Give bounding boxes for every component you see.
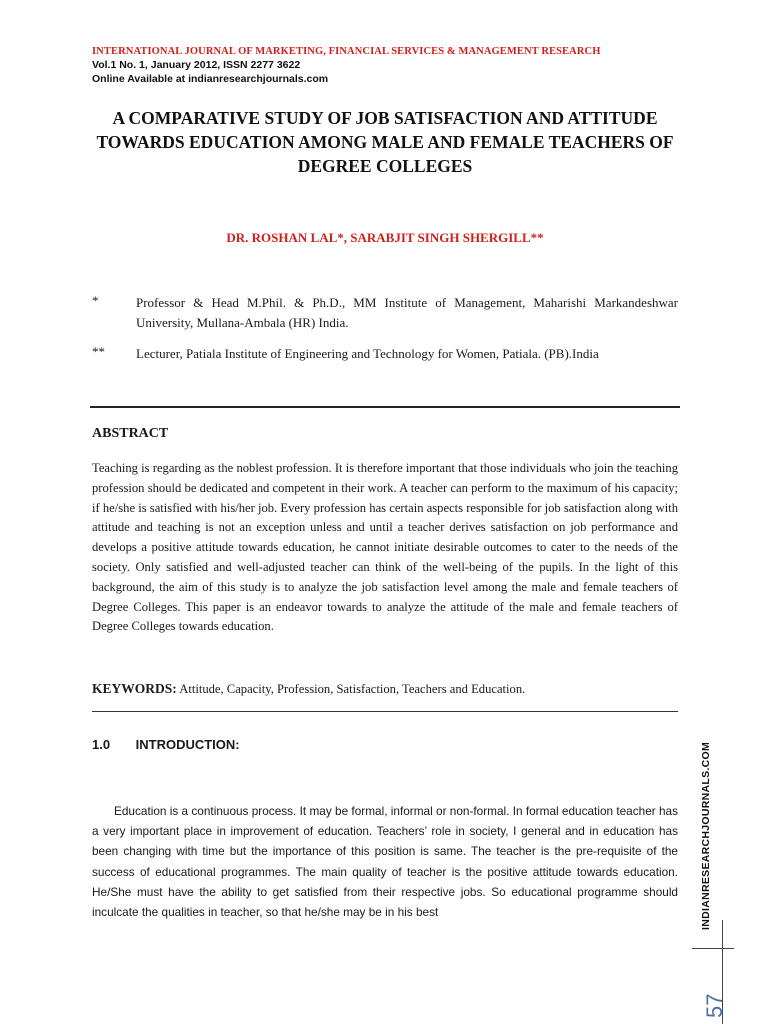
paper-authors: DR. ROSHAN LAL*, SARABJIT SINGH SHERGILL**	[226, 230, 544, 245]
abstract-text: Teaching is regarding as the noblest profession. It is therefore important that those individuals who join the teaching profession should be dedicated and competent in their work. A teacher can perform to the maximum of his capacity; if he/she is satisfied with his/her job. Every profession has certain aspects responsible for job satisfaction along with attitude and teaching is not an exception unless and until a teacher derives satisfaction on job performance and develops a positive attitude towards education, he cannot initiate desirable outcomes to cater to the needs of the society. Only satisfied and well-adjusted teacher can think of the well-being of the pupils. In the light of this background, the aim of this study is to analyze the job satisfaction level among the male and female teachers of Degree Colleges. This paper is an endeavor towards to analyze the attitude of the male and female teachers of Degree Colleges towards education.	[92, 461, 678, 634]
section-title: INTRODUCTION:	[135, 737, 240, 752]
keywords-text: Attitude, Capacity, Profession, Satisfaction, Teachers and Education.	[179, 682, 526, 696]
section-number: 1.0	[92, 737, 111, 752]
keywords-divider	[92, 711, 678, 712]
introduction-text: Education is a continuous process. It may be formal, informal or non-formal. In formal education teacher has a very important place in improvement of education. Teachers’ role in society, I general and in education has been changing with time but the importance of this position is same. The teacher is the pre-requisite of the success of educational programmes. The main quality of teacher is the positive attitude towards education. He/She must have the ability to get satisfied from their respective jobs. So educational programme should inculcate the qualities in teacher, so that he/she may be in his best	[92, 804, 678, 920]
affiliation-2-text: Lecturer, Patiala Institute of Engineering and Technology for Women, Patiala. (PB).India	[136, 346, 599, 361]
affiliation-1-mark: *	[92, 293, 99, 308]
page-number: 57	[702, 993, 727, 1018]
affiliation-2-mark: **	[92, 344, 105, 359]
sidebar-horizontal-rule	[692, 948, 734, 949]
online-availability-line: Online Available at indianresearchjournals.com	[92, 73, 329, 85]
abstract-heading: ABSTRACT	[92, 426, 169, 441]
keywords-line	[92, 681, 525, 697]
sidebar-url: INDIANRESEARCHJOURNALS.COM	[700, 741, 712, 930]
paper-title: A COMPARATIVE STUDY OF JOB SATISFACTION AND ATTITUDE TOWARDS EDUCATION AMONG MALE AND FEMALE TEACHERS OF DEGREE COLLEGES	[96, 108, 674, 176]
journal-name: INTERNATIONAL JOURNAL OF MARKETING, FINANCIAL SERVICES & MANAGEMENT RESEARCH	[92, 46, 601, 57]
section-divider	[90, 406, 680, 408]
introduction-heading	[92, 737, 240, 752]
affiliation-1-text: Professor & Head M.Phil. & Ph.D., MM Institute of Management, Maharishi Markandeshwar University, Mullana-Ambala (HR) India.	[136, 295, 678, 330]
volume-issn-line: Vol.1 No. 1, January 2012, ISSN 2277 3622	[92, 59, 301, 71]
keywords-label: KEYWORDS:	[92, 681, 177, 696]
